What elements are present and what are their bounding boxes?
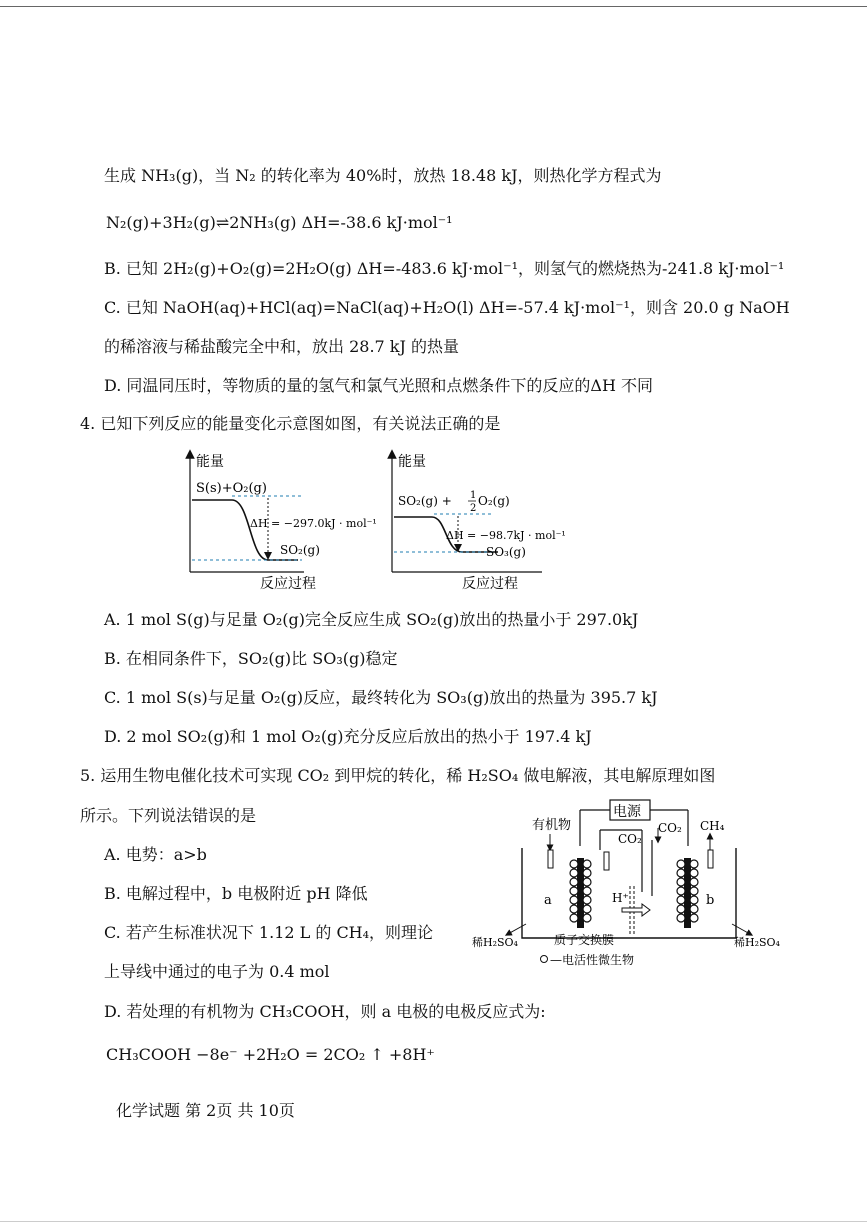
- organic-matter-label: 有机物: [532, 818, 572, 833]
- q4-option-d: D. 2 mol SO₂(g)和 1 mol O₂(g)充分反应后放出的热小于 197.4 kJ: [104, 727, 592, 746]
- equation-n2: N₂(g)+3H₂(g)⇌2NH₃(g) ΔH=-38.6 kJ·mol⁻¹: [106, 213, 453, 232]
- option-b: B. 已知 2H₂(g)+O₂(g)=2H₂O(g) ΔH=-483.6 kJ·mol⁻¹，则氢气的燃烧热为-241.8 kJ·mol⁻¹: [104, 259, 785, 278]
- d1-product: SO₂(g): [280, 543, 320, 557]
- d2-dh: ΔH = −98.7kJ · mol⁻¹: [446, 529, 566, 542]
- ch4-label: CH₄: [700, 819, 725, 833]
- option-c-continued: 的稀溶液与稀盐酸完全中和，放出 28.7 kJ 的热量: [104, 337, 459, 356]
- d1-dh: ΔH = −297.0kJ · mol⁻¹: [250, 517, 377, 530]
- electrode-b-label: b: [706, 893, 715, 908]
- d1-xlabel: 反应过程: [260, 576, 316, 592]
- acid-left-label: 稀H₂SO₄: [472, 936, 518, 949]
- q4-option-b: B. 在相同条件下，SO₂(g)比 SO₃(g)稳定: [104, 649, 398, 668]
- q4-option-a: A. 1 mol S(g)与足量 O₂(g)完全反应生成 SO₂(g)放出的热量小于 297.0kJ: [104, 610, 639, 629]
- option-c: C. 已知 NaOH(aq)+HCl(aq)=NaCl(aq)+H₂O(l) ΔH=-57.4 kJ·mol⁻¹，则含 20.0 g NaOH: [104, 298, 790, 317]
- page-footer: 化学试题 第 2页 共 10页: [116, 1101, 295, 1120]
- energy-diagram-1: [180, 448, 380, 593]
- power-source-label: 电源: [613, 804, 641, 820]
- d2-frac-num: 1: [470, 490, 477, 501]
- top-border: [0, 6, 867, 7]
- electrode-a-label: a: [544, 893, 552, 908]
- electrolysis-cell-diagram: [470, 796, 790, 971]
- d2-reactant-b: O₂(g): [478, 494, 510, 508]
- acid-right-label: 稀H₂SO₄: [734, 936, 780, 949]
- d1-ylabel: 能量: [196, 454, 224, 470]
- q5-option-b: B. 电解过程中，b 电极附近 pH 降低: [104, 884, 368, 903]
- d1-reactant: S(s)+O₂(g): [196, 481, 267, 496]
- question-5-continued: 所示。下列说法错误的是: [80, 806, 257, 825]
- question-5: 5. 运用生物电催化技术可实现 CO₂ 到甲烷的转化，稀 H₂SO₄ 做电解液，其电解原理如图: [80, 766, 716, 785]
- q5-electrode-equation: CH₃COOH −8e⁻ +2H₂O = 2CO₂ ↑ +8H⁺: [106, 1045, 435, 1064]
- q5-option-c: C. 若产生标准状况下 1.12 L 的 CH₄，则理论: [104, 923, 434, 942]
- q5-option-c-continued: 上导线中通过的电子为 0.4 mol: [104, 962, 330, 981]
- d2-xlabel: 反应过程: [462, 576, 518, 592]
- q5-option-d: D. 若处理的有机物为 CH₃COOH，则 a 电极的电极反应式为:: [104, 1002, 546, 1021]
- proton-label: H⁺: [612, 891, 629, 905]
- d2-ylabel: 能量: [398, 454, 426, 470]
- q4-option-c: C. 1 mol S(s)与足量 O₂(g)反应，最终转化为 SO₃(g)放出的热量为 395.7 kJ: [104, 688, 658, 707]
- d2-reactant-a: SO₂(g) +: [398, 494, 452, 508]
- co2-inner-label: CO₂: [618, 832, 642, 846]
- option-d: D. 同温同压时，等物质的量的氢气和氯气光照和点燃条件下的反应的ΔH 不同: [104, 376, 654, 395]
- q5-option-a: A. 电势：a>b: [104, 845, 207, 864]
- membrane-label: 质子交换膜: [554, 933, 615, 947]
- bottom-border: [0, 1221, 867, 1222]
- energy-diagram-2: [382, 448, 582, 593]
- text-line-1: 生成 NH₃(g)，当 N₂ 的转化率为 40%时，放热 18.48 kJ，则热化学方程式为: [104, 166, 662, 185]
- d2-product: SO₃(g): [486, 545, 526, 559]
- question-4: 4. 已知下列反应的能量变化示意图如图，有关说法正确的是: [80, 414, 501, 433]
- co2-outer-label: CO₂: [658, 821, 682, 835]
- microbe-legend: —电活性微生物: [550, 953, 635, 967]
- d2-frac-den: 2: [470, 503, 477, 514]
